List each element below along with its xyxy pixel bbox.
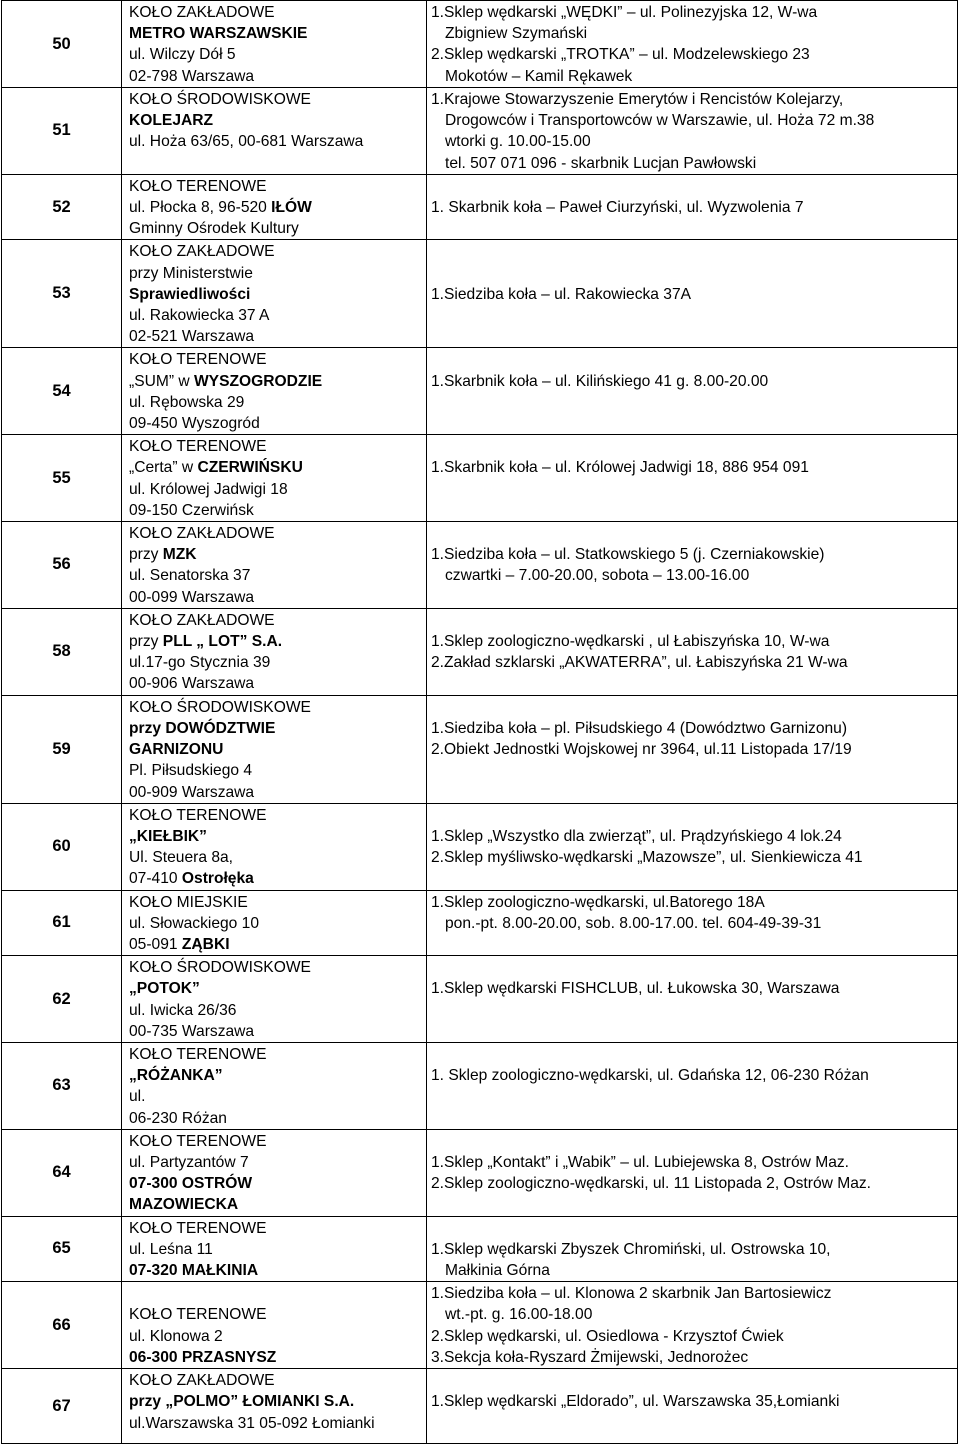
- club-cell: [122, 608, 427, 695]
- table-row: [2, 1369, 958, 1444]
- info-line: 1.Siedziba koła – ul. Statkowskiego 5 (j. Czerniakowskie): [431, 546, 825, 564]
- info-line: Zbigniew Szymański: [445, 25, 588, 43]
- club-line: GARNIZONU: [129, 741, 224, 759]
- row-number: 66: [2, 1282, 122, 1369]
- club-line: ul. Rakowiecka 37 A: [129, 307, 270, 325]
- club-line: KOŁO TERENOWE: [129, 438, 267, 456]
- info-line: [431, 1131, 953, 1152]
- row-number: 60: [2, 803, 122, 890]
- club-line: 07-320 MAŁKINIA: [129, 1261, 259, 1279]
- table-row: [2, 348, 958, 435]
- table-row: [2, 608, 958, 695]
- info-line: Drogowców i Transportowców w Warszawie, ul. Hoża 72 m.38: [445, 112, 875, 130]
- info-cell: [427, 348, 958, 435]
- info-line: 2.Sklep wędkarski, ul. Osiedlowa - Krzysztof Ćwiek: [431, 1327, 784, 1345]
- info-line: 2.Sklep zoologiczno-wędkarski, ul. 11 Listopada 2, Ostrów Maz.: [431, 1175, 872, 1193]
- club-line: KOŁO ŚRODOWISKOWE: [129, 959, 311, 977]
- info-cell: [427, 608, 958, 695]
- info-line: Małkinia Górna: [445, 1261, 550, 1279]
- table-row: [2, 1042, 958, 1129]
- club-cell: [122, 522, 427, 609]
- info-cell: [427, 890, 958, 956]
- club-line: ul.: [129, 1088, 146, 1106]
- club-line: Sprawiedliwości: [129, 285, 251, 303]
- row-number: 63: [2, 1042, 122, 1129]
- info-cell: [427, 1369, 958, 1444]
- club-line: KOŁO ZAKŁADOWE: [129, 1372, 275, 1390]
- club-line: 05-091 ZĄBKI: [129, 935, 230, 953]
- club-line: ul. Klonowa 2: [129, 1327, 223, 1345]
- club-cell: [122, 348, 427, 435]
- club-line: 00-099 Warszawa: [129, 588, 255, 606]
- club-cell: [122, 240, 427, 348]
- club-line: KOŁO TERENOWE: [129, 177, 267, 195]
- club-line: ul. Iwicka 26/36: [129, 1001, 237, 1019]
- club-line: przy DOWÓDZTWIE: [129, 719, 276, 737]
- club-line: 07-410 Ostrołęka: [129, 870, 254, 888]
- info-line: [431, 610, 953, 631]
- info-line: wtorki g. 10.00-15.00: [445, 133, 591, 151]
- club-line: przy MZK: [129, 546, 197, 564]
- club-line: „RÓŻANKA”: [129, 1067, 223, 1085]
- row-number: 58: [2, 608, 122, 695]
- table-row: [2, 890, 958, 956]
- info-line: 1.Krajowe Stowarzyszenie Emerytów i Rencistów Kolejarzy,: [431, 91, 844, 108]
- info-cell: [427, 1216, 958, 1282]
- club-line: MAZOWIECKA: [129, 1196, 239, 1214]
- info-line: 1.Skarbnik koła – ul. Kilińskiego 41 g. 8.00-20.00: [431, 372, 769, 390]
- club-cell: [122, 890, 427, 956]
- row-number: 59: [2, 695, 122, 803]
- club-cell: [122, 803, 427, 890]
- info-line: 1.Siedziba koła – ul. Klonowa 2 skarbnik Jan Bartosiewicz: [431, 1285, 832, 1303]
- info-line: [431, 697, 953, 718]
- club-line: Gminny Ośrodek Kultury: [129, 220, 299, 238]
- table-row: [2, 174, 958, 240]
- club-line: przy „POLMO” ŁOMIANKI S.A.: [129, 1393, 355, 1411]
- club-line: KOŁO TERENOWE: [129, 1306, 267, 1324]
- club-line: 00-735 Warszawa: [129, 1022, 255, 1040]
- club-line: KOŁO TERENOWE: [129, 1045, 267, 1063]
- info-line: 2.Sklep myśliwsko-wędkarski „Mazowsze”, ul. Sienkiewicza 41: [431, 849, 863, 867]
- info-cell: [427, 88, 958, 175]
- info-line: 3.Sekcja koła-Ryszard Żmijewski, Jednorożec: [431, 1348, 749, 1366]
- club-line: KOLEJARZ: [129, 112, 214, 130]
- info-line: [431, 523, 953, 544]
- row-number: 61: [2, 890, 122, 956]
- table-row: [2, 240, 958, 348]
- club-line: 00-906 Warszawa: [129, 675, 255, 693]
- club-line: 07-300 OSTRÓW: [129, 1175, 253, 1193]
- row-number: 65: [2, 1216, 122, 1282]
- club-line: przy PLL „ LOT” S.A.: [129, 633, 283, 651]
- club-line: KOŁO ZAKŁADOWE: [129, 525, 275, 543]
- club-line: „KIEŁBIK”: [129, 827, 207, 845]
- info-line: 1. Skarbnik koła – Paweł Ciurzyński, ul. Wyzwolenia 7: [431, 199, 804, 217]
- info-cell: [427, 803, 958, 890]
- info-line: 1.Siedziba koła – pl. Piłsudskiego 4 (Dowództwo Garnizonu): [431, 719, 848, 737]
- info-line: 1.Skarbnik koła – ul. Królowej Jadwigi 18, 886 954 091: [431, 459, 809, 477]
- club-line: ul. Królowej Jadwigi 18: [129, 480, 288, 498]
- row-number: 50: [2, 1, 122, 88]
- club-line: KOŁO ZAKŁADOWE: [129, 243, 275, 261]
- info-line: 1.Sklep wędkarski „Eldorado”, ul. Warszawska 35,Łomianki: [431, 1393, 840, 1411]
- club-line: 09-150 Czerwińsk: [129, 501, 254, 519]
- club-line: 09-450 Wyszogród: [129, 415, 260, 433]
- club-line: KOŁO MIEJSKIE: [129, 893, 248, 911]
- info-cell: [427, 240, 958, 348]
- club-line: METRO WARSZAWSKIE: [129, 25, 308, 43]
- club-line: 06-230 Różan: [129, 1109, 227, 1127]
- stations-table: [1, 0, 958, 1444]
- club-line: 00-909 Warszawa: [129, 783, 255, 801]
- club-line: [129, 1283, 423, 1304]
- club-line: ul. Rębowska 29: [129, 393, 245, 411]
- table-row: [2, 956, 958, 1043]
- info-line: [431, 436, 953, 457]
- club-cell: [122, 1216, 427, 1282]
- info-line: 1.Sklep wędkarski Zbyszek Chromiński, ul. Ostrowska 10,: [431, 1240, 831, 1258]
- row-number: 52: [2, 174, 122, 240]
- info-line: 1. Sklep zoologiczno-wędkarski, ul. Gdańska 12, 06-230 Różan: [431, 1067, 869, 1085]
- club-cell: [122, 1129, 427, 1216]
- club-line: Pl. Piłsudskiego 4: [129, 762, 253, 780]
- club-line: ul. Partyzantów 7: [129, 1153, 249, 1171]
- info-line: 1.Sklep „Kontakt” i „Wabik” – ul. Lubiejewska 8, Ostrów Maz.: [431, 1153, 850, 1171]
- club-cell: [122, 1282, 427, 1369]
- club-line: 06-300 PRZASNYSZ: [129, 1348, 277, 1366]
- row-number: 64: [2, 1129, 122, 1216]
- club-line: KOŁO TERENOWE: [129, 1132, 267, 1150]
- info-line: [431, 1044, 953, 1065]
- info-cell: [427, 695, 958, 803]
- info-line: 1.Sklep wędkarski „WĘDKI” – ul. Polinezyjska 12, W-wa: [431, 4, 818, 21]
- row-number: 51: [2, 88, 122, 175]
- info-line: 1.Sklep „Wszystko dla zwierząt”, ul. Prądzyńskiego 4 lok.24: [431, 827, 842, 845]
- info-line: [431, 263, 953, 284]
- info-line: 1.Sklep zoologiczno-wędkarski, ul.Batorego 18A: [431, 893, 765, 911]
- club-cell: [122, 435, 427, 522]
- info-line: 1.Sklep wędkarski FISHCLUB, ul. Łukowska 30, Warszawa: [431, 980, 840, 998]
- info-line: pon.-pt. 8.00-20.00, sob. 8.00-17.00. tel. 604-49-39-31: [445, 914, 822, 932]
- row-number: 56: [2, 522, 122, 609]
- club-line: ul.Warszawska 31 05-092 Łomianki: [129, 1414, 375, 1432]
- info-line: Mokotów – Kamil Rękawek: [445, 67, 633, 85]
- table-row: [2, 522, 958, 609]
- info-line: 2.Sklep wędkarski „TROTKA” – ul. Modzelewskiego 23: [431, 46, 810, 64]
- table-row: [2, 1282, 958, 1369]
- club-line: „POTOK”: [129, 980, 200, 998]
- club-line: ul. Leśna 11: [129, 1240, 213, 1258]
- club-line: KOŁO ŚRODOWISKOWE: [129, 698, 311, 716]
- info-line: 2.Zakład szklarski „AKWATERRA”, ul. Łabiszyńska 21 W-wa: [431, 654, 848, 672]
- table-body: [2, 1, 958, 1444]
- info-line: [431, 1218, 953, 1239]
- row-number: 54: [2, 348, 122, 435]
- info-cell: [427, 435, 958, 522]
- info-cell: [427, 522, 958, 609]
- info-cell: [427, 956, 958, 1043]
- info-cell: [427, 1282, 958, 1369]
- club-cell: [122, 1, 427, 88]
- table-row: [2, 435, 958, 522]
- info-line: [431, 241, 953, 262]
- row-number: 53: [2, 240, 122, 348]
- row-number: 55: [2, 435, 122, 522]
- info-line: 1.Sklep zoologiczno-wędkarski , ul Łabiszyńska 10, W-wa: [431, 633, 830, 651]
- info-line: 1.Siedziba koła – ul. Rakowiecka 37A: [431, 285, 692, 303]
- club-line: 02-798 Warszawa: [129, 67, 255, 85]
- club-line: ul. Słowackiego 10: [129, 914, 260, 932]
- club-line: KOŁO ŚRODOWISKOWE: [129, 91, 311, 108]
- table-row: [2, 88, 958, 175]
- table-row: [2, 803, 958, 890]
- info-line: [431, 349, 953, 370]
- row-number: 67: [2, 1369, 122, 1444]
- club-line: KOŁO ZAKŁADOWE: [129, 4, 275, 21]
- info-line: [431, 805, 953, 826]
- club-cell: [122, 88, 427, 175]
- table-row: [2, 695, 958, 803]
- table-row: [2, 1, 958, 88]
- table-row: [2, 1129, 958, 1216]
- info-line: [431, 957, 953, 978]
- club-line: KOŁO ZAKŁADOWE: [129, 611, 275, 629]
- club-line: KOŁO TERENOWE: [129, 351, 267, 369]
- club-cell: [122, 174, 427, 240]
- club-line: 02-521 Warszawa: [129, 328, 255, 346]
- club-cell: [122, 1042, 427, 1129]
- info-cell: [427, 1, 958, 88]
- club-line: ul.17-go Stycznia 39: [129, 654, 271, 672]
- club-line: Ul. Steuera 8a,: [129, 849, 234, 867]
- club-line: ul. Wilczy Dół 5: [129, 46, 236, 64]
- club-line: ul. Płocka 8, 96-520 IŁÓW: [129, 199, 312, 217]
- club-line: KOŁO TERENOWE: [129, 1219, 267, 1237]
- club-line: ul. Hoża 63/65, 00-681 Warszawa: [129, 133, 364, 151]
- club-cell: [122, 1369, 427, 1444]
- club-line: przy Ministerstwie: [129, 264, 253, 282]
- info-cell: [427, 174, 958, 240]
- info-line: czwartki – 7.00-20.00, sobota – 13.00-16.00: [445, 567, 750, 585]
- info-cell: [427, 1129, 958, 1216]
- club-line: ul. Senatorska 37: [129, 567, 251, 585]
- info-line: [431, 176, 953, 197]
- club-line: „Certa” w CZERWIŃSKU: [129, 459, 303, 477]
- info-line: tel. 507 071 096 - skarbnik Lucjan Pawłowski: [445, 154, 757, 172]
- info-line: wt.-pt. g. 16.00-18.00: [445, 1306, 593, 1324]
- club-cell: [122, 956, 427, 1043]
- club-cell: [122, 695, 427, 803]
- info-cell: [427, 1042, 958, 1129]
- club-line: „SUM” w WYSZOGRODZIE: [129, 372, 323, 390]
- row-number: 62: [2, 956, 122, 1043]
- table-row: [2, 1216, 958, 1282]
- info-line: 2.Obiekt Jednostki Wojskowej nr 3964, ul.11 Listopada 17/19: [431, 741, 852, 759]
- club-line: KOŁO TERENOWE: [129, 806, 267, 824]
- info-line: [431, 1370, 953, 1391]
